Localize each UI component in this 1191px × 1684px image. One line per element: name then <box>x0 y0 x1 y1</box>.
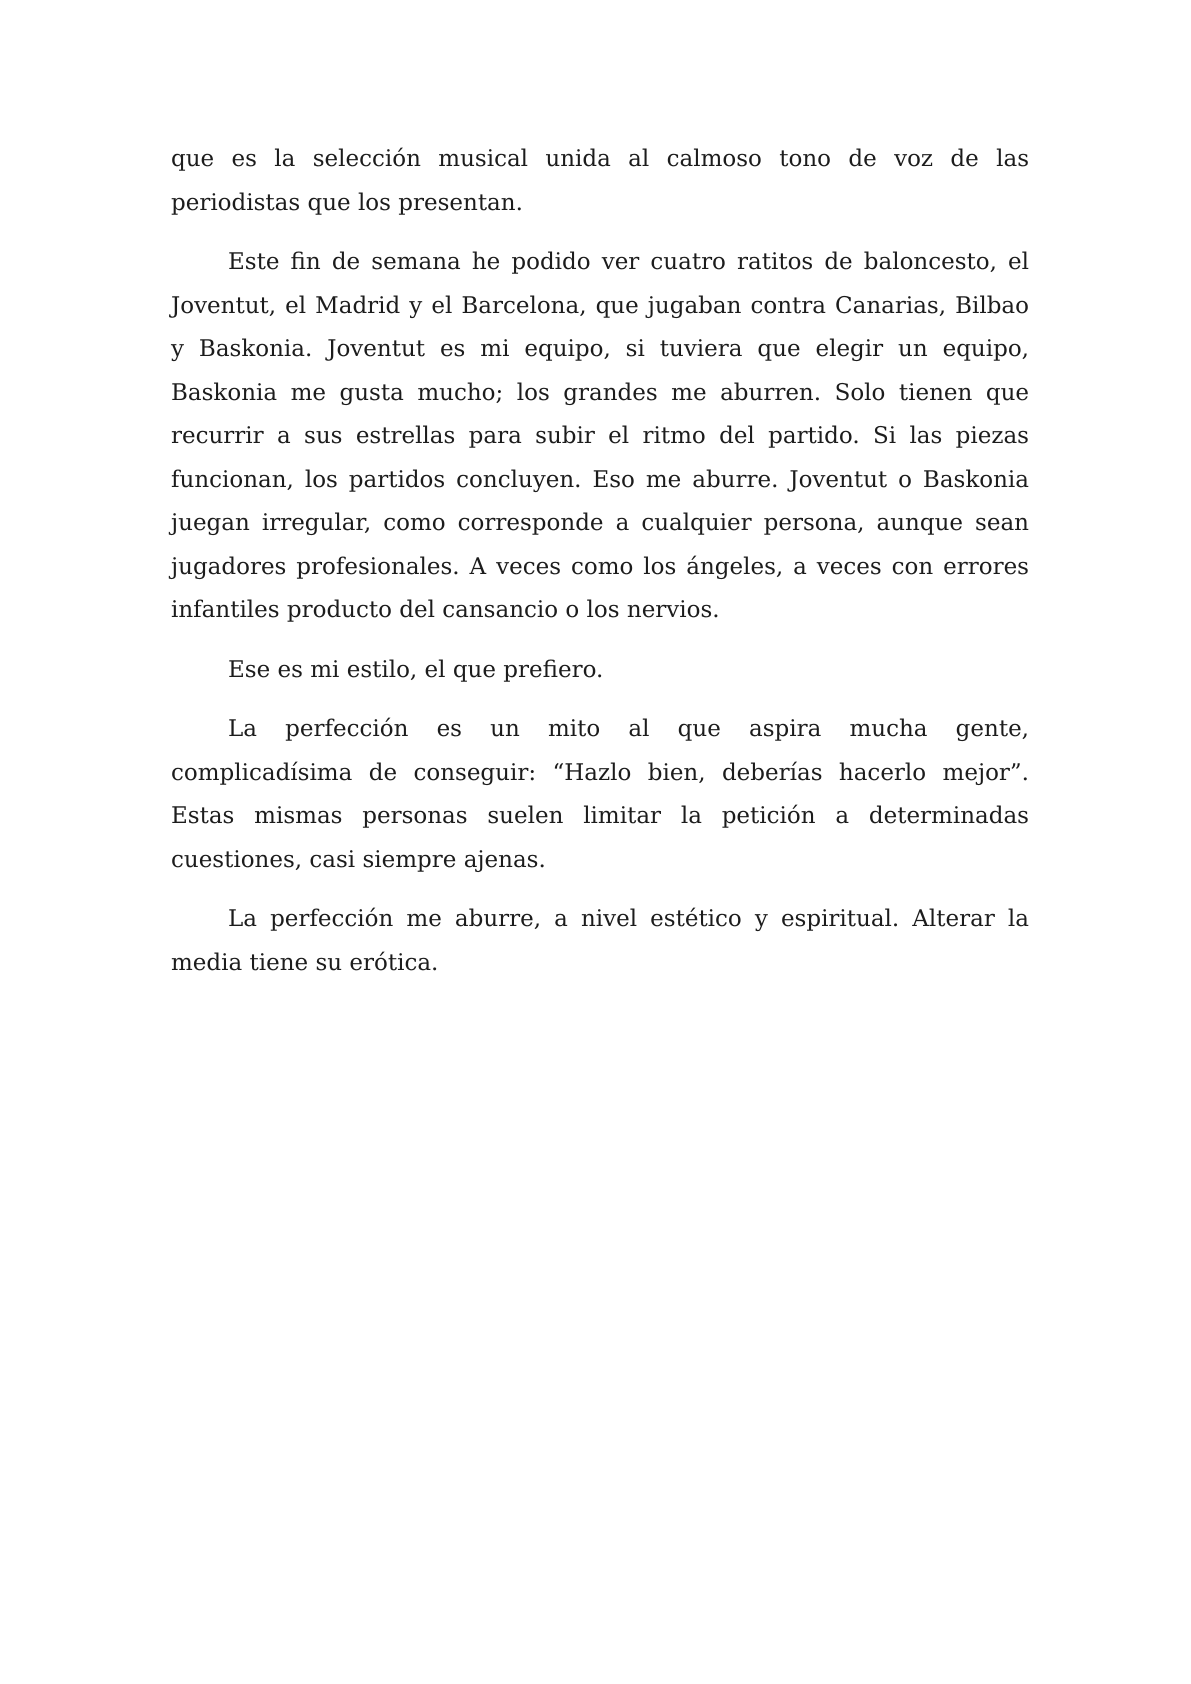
paragraph-perfection-myth: La perfección es un mito al que aspira mucha gente, complicadísima de conseguir: “Hazlo bien, deberías hacerlo mejor”. Estas mismas personas suelen limitar la petición a determinadas cuestiones, casi siempre ajenas. <box>171 716 1029 873</box>
paragraph-basketball: Este fin de semana he podido ver cuatro ratitos de baloncesto, el Joventut, el Madrid y el Barcelona, que jugaban contra Canarias, Bilbao y Baskonia. Joventut es mi equipo, si tuviera que elegir un equipo, Baskonia me gusta mucho; los grandes me aburren. Solo tienen que recurrir a sus estrellas para subir el ritmo del partido. Si las piezas funcionan, los partidos concluyen. Eso me aburre. Joventut o Baskonia juegan irregular, como corresponde a cualquier persona, aunque sean jugadores profesionales. A veces como los ángeles, a veces con errores infantiles producto del cansancio o los nervios. <box>171 249 1029 623</box>
paragraph-style: Ese es mi estilo, el que prefiero. <box>228 656 604 683</box>
paragraph-continued: que es la selección musical unida al calmoso tono de voz de las periodistas que los presentan. <box>171 146 1029 216</box>
paragraph-perfection-bores: La perfección me aburre, a nivel estético y espiritual. Alterar la media tiene su erótica. <box>171 906 1029 976</box>
body-text <box>171 138 1029 1001</box>
